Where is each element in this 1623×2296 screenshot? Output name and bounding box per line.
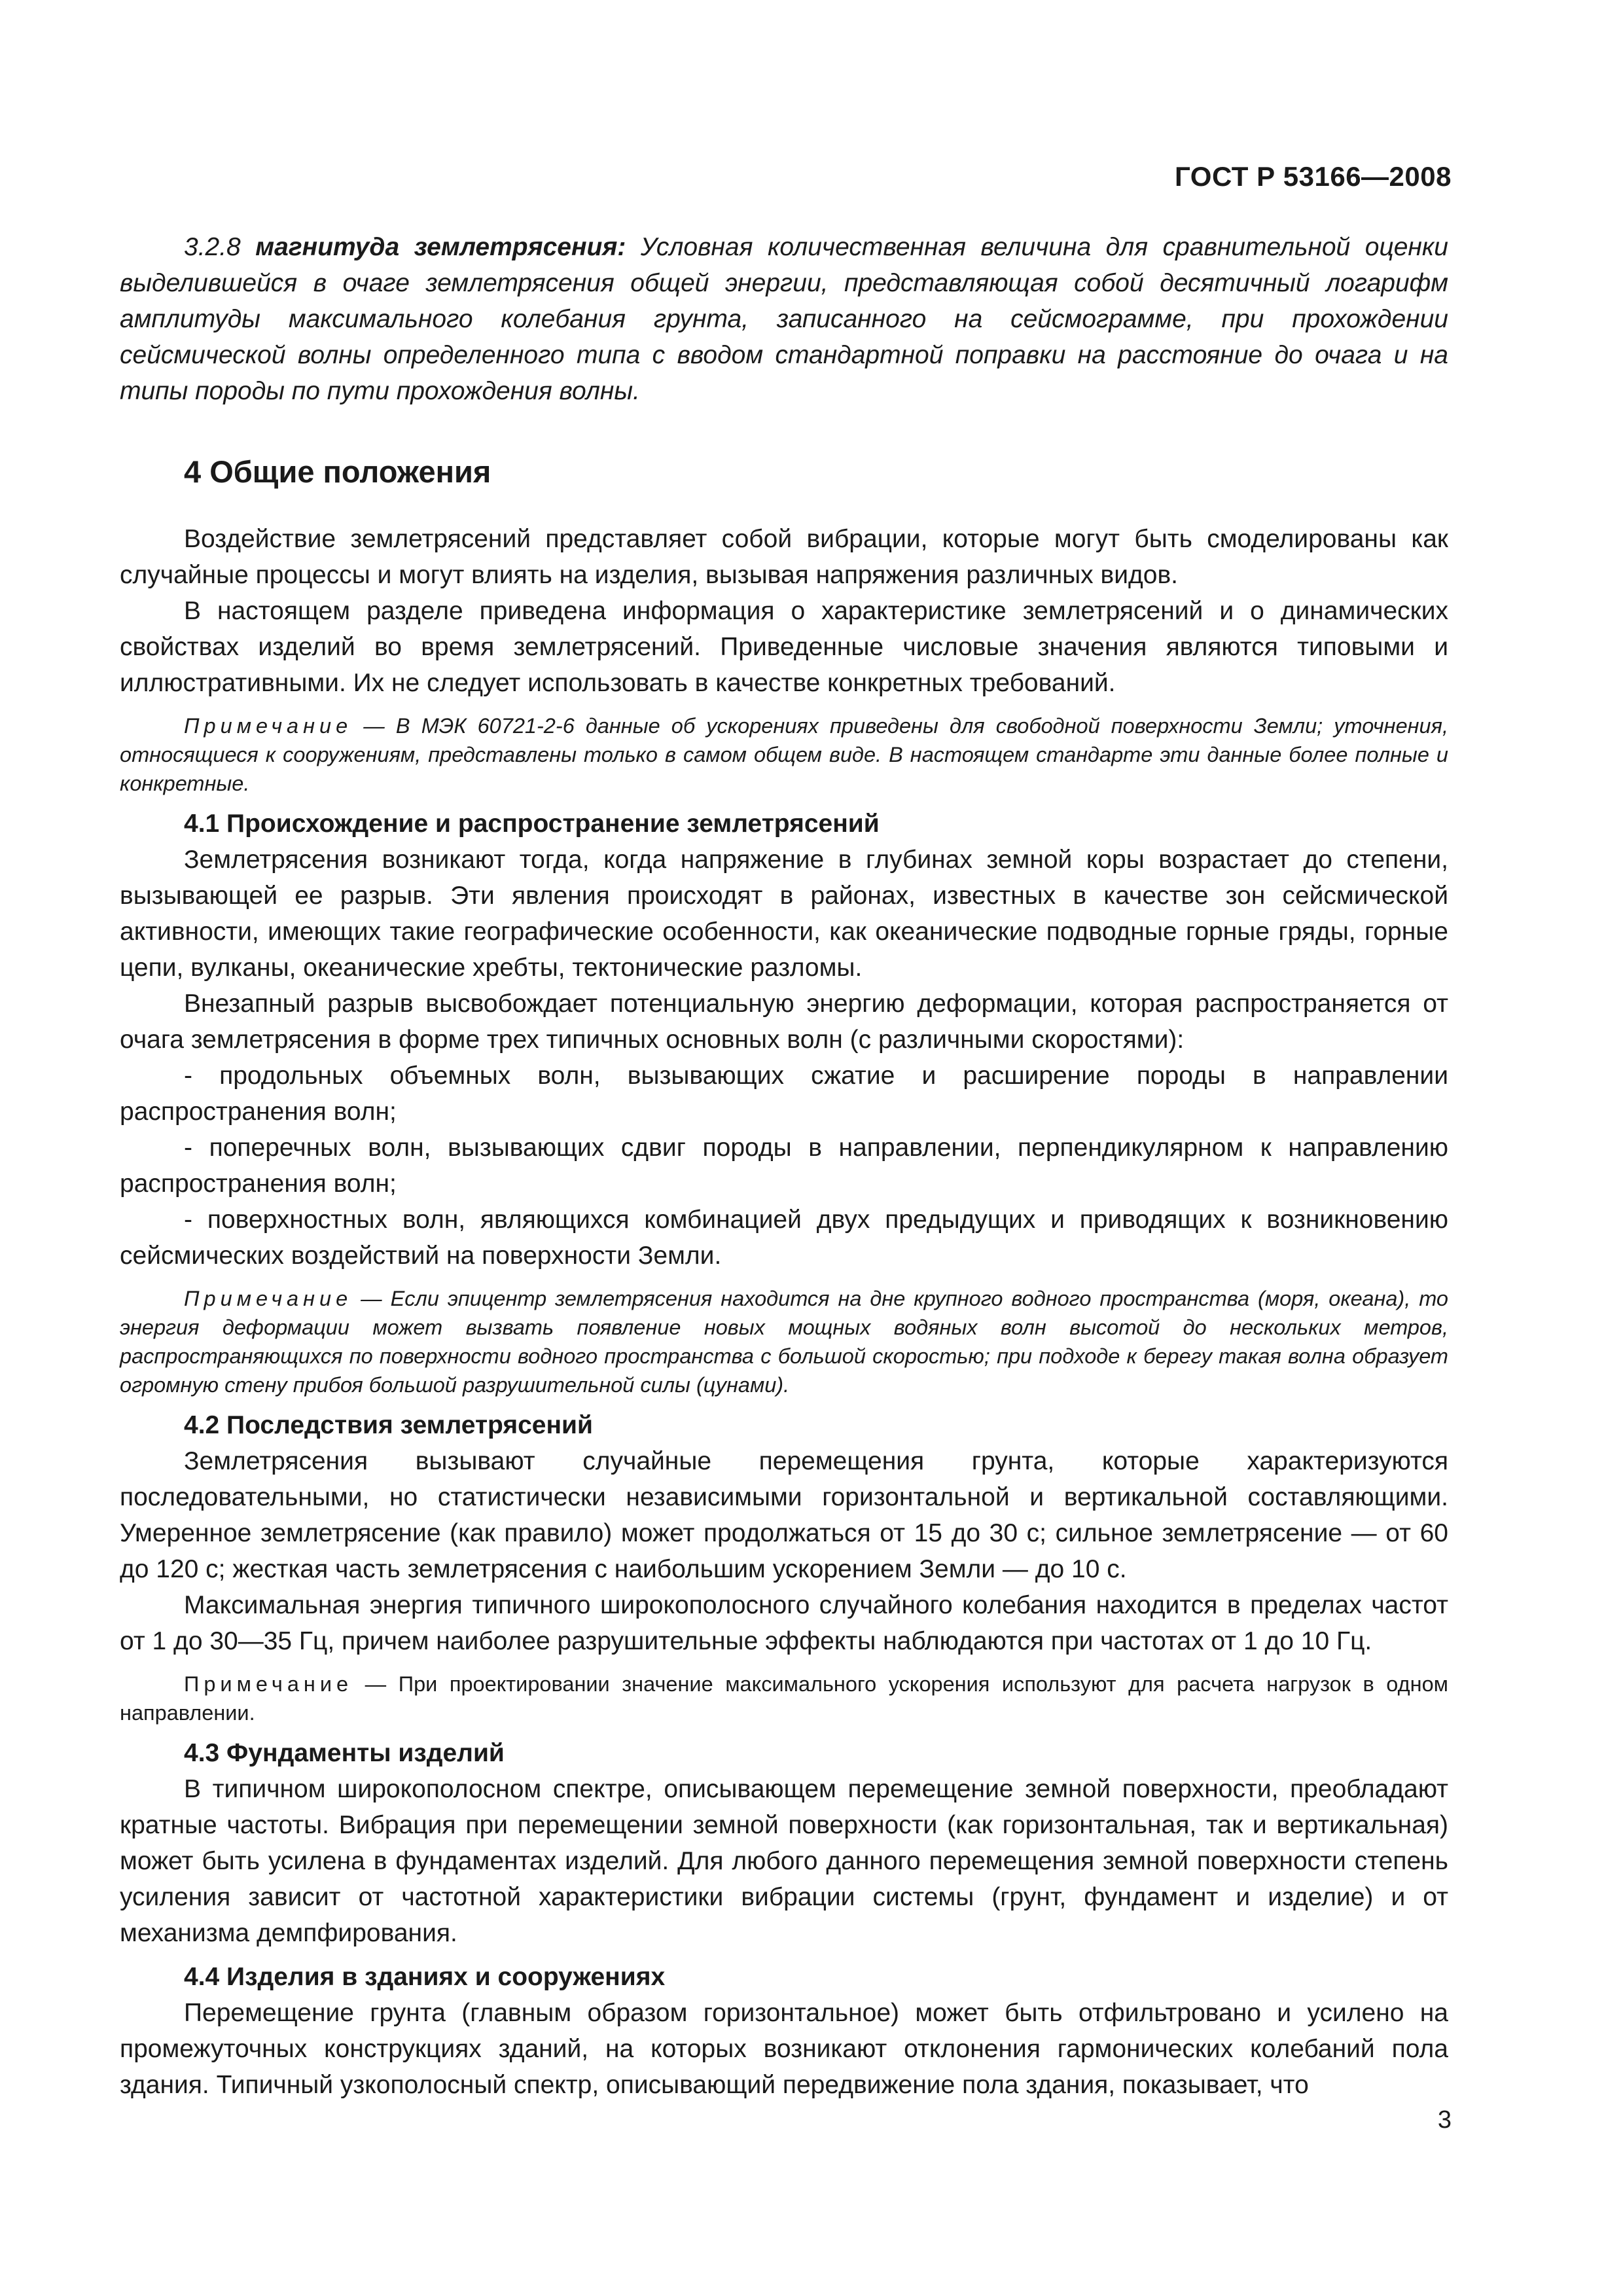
section-4-1-note <box>120 1284 1448 1399</box>
section-4-1-paragraph-2: Внезапный разрыв высвобождает потенциальную энергию деформации, которая распространяется от очага землетрясения в форме трех типичных основных волн (с различными скоростями): <box>120 990 1448 1054</box>
page-content <box>120 229 1448 2103</box>
section-4-2-title: 4.2 Последствия землетрясений <box>184 1411 593 1439</box>
note-text: — При проектировании значение максимального ускорения используют для расчета нагрузок в одном направлении. <box>120 1672 1448 1725</box>
section-4-1-list-item-3: - поверхностных волн, являющихся комбинацией двух предыдущих и приводящих к возникновению сейсмических воздействий на поверхности Земли. <box>120 1206 1448 1270</box>
section-4-note <box>120 711 1448 798</box>
section-4-paragraph-2: В настоящем разделе приведена информация о характеристике землетрясений и о динамических свойствах изделий во время землетрясений. Приведенные числовые значения являются типовыми и иллюстративными. Их не следует использовать в качестве конкретных требований. <box>120 597 1448 697</box>
definition-number: 3.2.8 <box>184 233 241 261</box>
section-4-1-paragraph-1: Землетрясения возникают тогда, когда напряжение в глубинах земной коры возрастает до степени, вызывающей ее разрыв. Эти явления происходят в районах, известных в качестве зон сейсмической активности, имеющих такие географические особенности, как океанические подводные горные гряды, горные цепи, вулканы, океанические хребты, тектонические разломы. <box>120 846 1448 982</box>
definition-3-2-8 <box>120 229 1448 409</box>
note-text: — В МЭК 60721-2-6 данные об ускорениях приведены для свободной поверхности Земли; уточнения, относящиеся к сооружениям, представлены только в самом общем виде. В настоящем стандарте эти данные более полные и конкретные. <box>120 714 1448 795</box>
section-4-2-paragraph-2: Максимальная энергия типичного широкополосного случайного колебания находится в пределах частот от 1 до 30—35 Гц, причем наиболее разрушительные эффекты наблюдаются при частотах от 1 до 10 Гц. <box>120 1591 1448 1655</box>
section-4-paragraph-1: Воздействие землетрясений представляет собой вибрации, которые могут быть смоделированы как случайные процессы и могут влиять на изделия, вызывая напряжения различных видов. <box>120 525 1448 589</box>
section-4-2-paragraph-1: Землетрясения вызывают случайные перемещения грунта, которые характеризуются последовательными, но статистически независимыми горизонтальной и вертикальной составляющими. Умеренное землетрясение (как правило) может продолжаться от 15 до 30 с; сильное землетрясение — от 60 до 120 с; жесткая часть землетрясения с наибольшим ускорением Земли — до 10 с. <box>120 1447 1448 1583</box>
note-label: Примечание <box>184 714 353 738</box>
section-4-title: 4 Общие положения <box>184 454 491 489</box>
note-label: Примечание <box>184 1672 353 1696</box>
standard-header: ГОСТ Р 53166—2008 <box>1175 161 1452 192</box>
section-4-3-paragraph-1: В типичном широкополосном спектре, описывающем перемещение земной поверхности, преобладают кратные частоты. Вибрация при перемещении земной поверхности (как горизонтальная, так и вертикальная) может быть усилена в фундаментах изделий. Для любого данного перемещения земной поверхности степень усиления зависит от частотной характеристики вибрации системы (грунт, фундамент и изделие) и от механизма демпфирования. <box>120 1775 1448 1947</box>
page-number: 3 <box>1437 2106 1452 2134</box>
section-4-1-list-item-1: - продольных объемных волн, вызывающих сжатие и расширение породы в направлении распространения волн; <box>120 1062 1448 1126</box>
section-4-4-title: 4.4 Изделия в зданиях и сооружениях <box>184 1963 666 1991</box>
section-4-1-list-item-2: - поперечных волн, вызывающих сдвиг породы в направлении, перпендикулярном к направлению распространения волн; <box>120 1134 1448 1198</box>
section-4-4-paragraph-1: Перемещение грунта (главным образом горизонтальное) может быть отфильтровано и усилено на промежуточных конструкциях зданий, на которых возникают отклонения гармонических колебаний пола здания. Типичный узкополосный спектр, описывающий передвижение пола здания, показывает, что <box>120 1999 1448 2099</box>
note-text: — Если эпицентр землетрясения находится на дне крупного водного пространства (моря, океана), то энергия деформации может вызвать появление новых мощных водяных волн высотой до нескольких метров, распространяющихся по поверхности водного пространства с большой скоростью; при подходе к берегу такая волна образует огромную стену прибоя большой разрушительной силы (цунами). <box>120 1287 1448 1397</box>
definition-text: Условная количественная величина для сравнительной оценки выделившейся в очаге землетрясения общей энергии, представляющая собой десятичный логарифм амплитуды максимального колебания грунта, записанного на сейсмограмме, при прохождении сейсмической волны определенного типа с вводом стандартной поправки на расстояние до очага и на типы породы по пути прохождения волны. <box>120 233 1448 405</box>
definition-term: магнитуда землетрясения: <box>255 233 626 261</box>
section-4-3-title: 4.3 Фундаменты изделий <box>184 1739 505 1767</box>
note-label: Примечание <box>184 1287 353 1310</box>
section-4-1-title: 4.1 Происхождение и распространение землетрясений <box>184 810 880 838</box>
section-4-2-note <box>120 1670 1448 1727</box>
